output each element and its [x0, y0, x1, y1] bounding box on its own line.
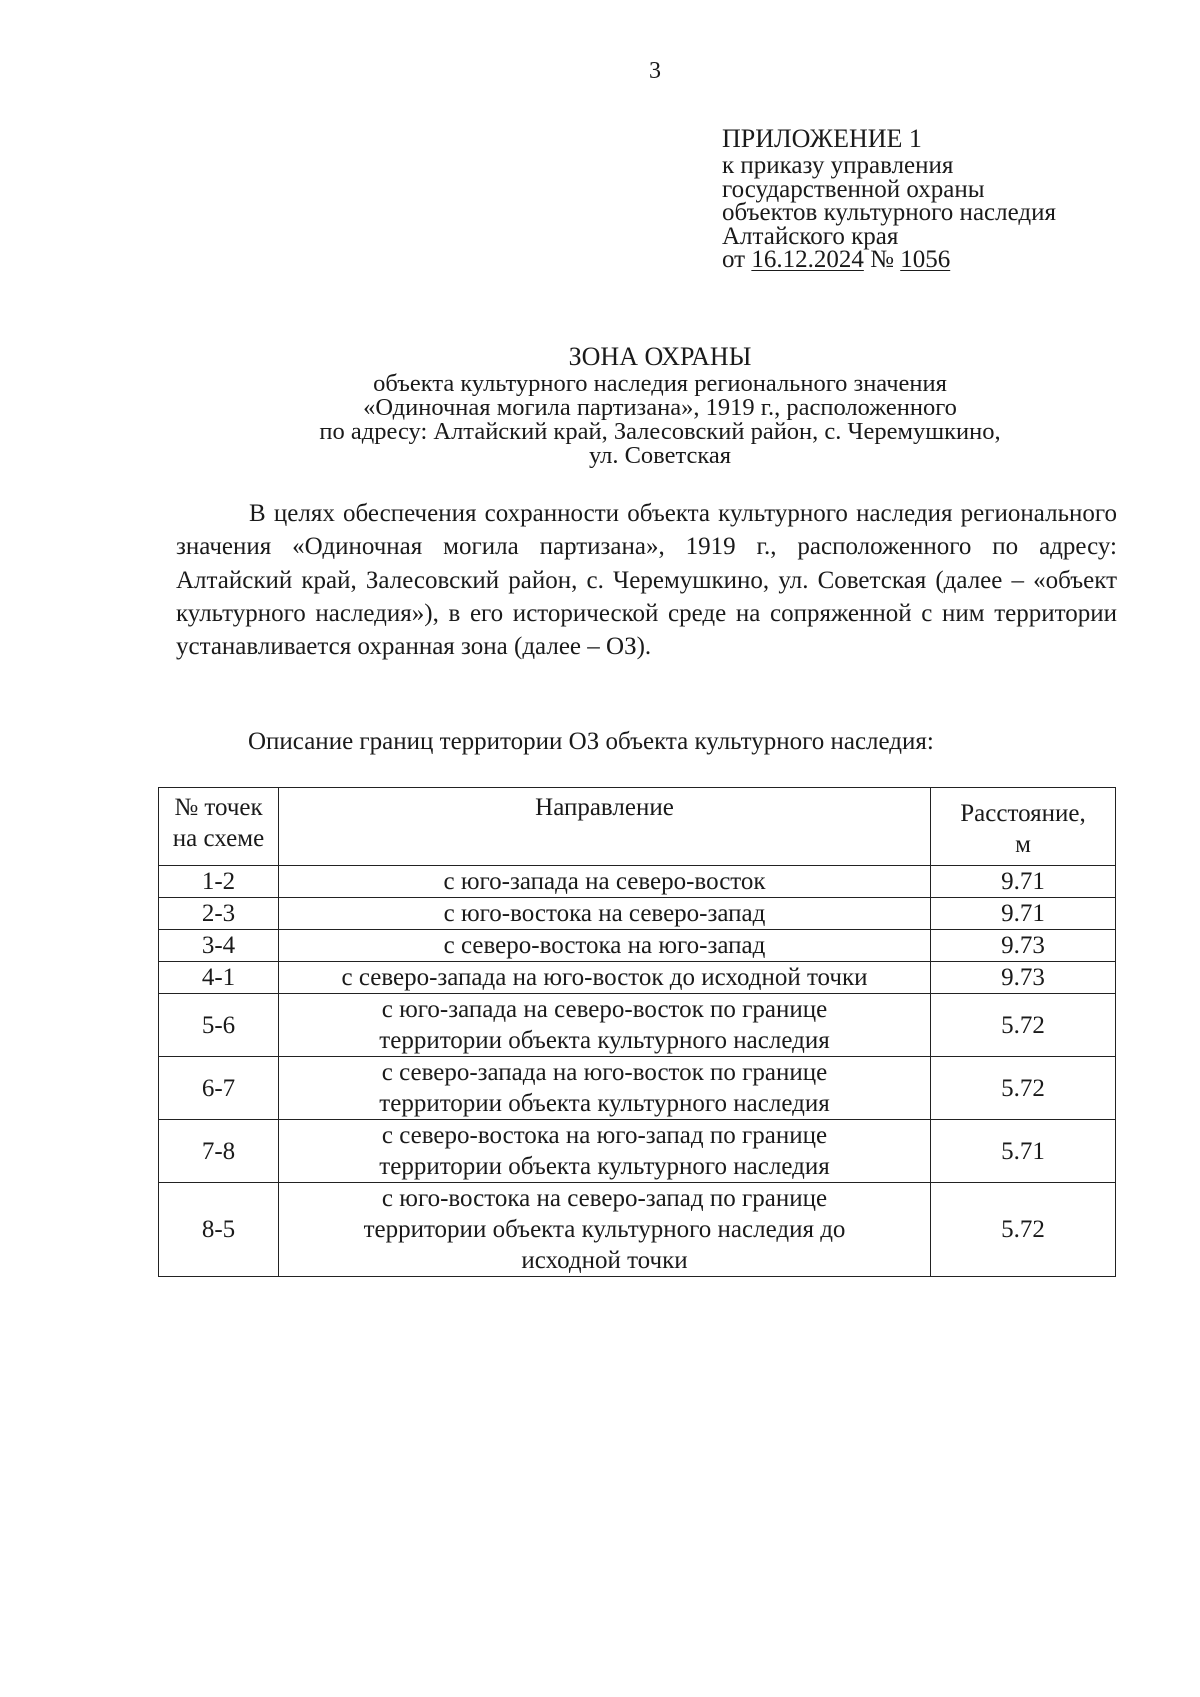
order-date: 16.12.2024: [751, 246, 864, 273]
appendix-order-line: [722, 248, 1056, 272]
boundary-table: [158, 787, 1116, 1277]
row-distance: 9.71: [931, 866, 1116, 898]
row-direction: с северо-запада на юго-восток по границе территории объекта культурного наследия: [279, 1057, 931, 1120]
heading-line-1: объекта культурного наследия регионального значения: [373, 370, 947, 397]
row-distance: 9.71: [931, 898, 1116, 930]
heading-line-2: «Одиночная могила партизана», 1919 г., расположенного: [363, 394, 957, 421]
order-number-prefix: №: [870, 246, 894, 273]
header-distance-line-2: м: [1015, 831, 1031, 858]
zone-heading: [255, 342, 1065, 468]
table-row: [159, 962, 1116, 994]
table-caption: Описание границ территории ОЗ объекта культурного наследия:: [248, 728, 934, 755]
row-points: 3-4: [159, 930, 279, 962]
row-points: 6-7: [159, 1057, 279, 1120]
row-direction: с северо-востока на юго-запад: [279, 930, 931, 962]
table-row: [159, 930, 1116, 962]
row-direction: с северо-востока на юго-запад по границе территории объекта культурного наследия: [279, 1120, 931, 1183]
table-row: [159, 1183, 1116, 1277]
header-points-line-1: № точек: [174, 794, 263, 821]
header-points-line-2: на схеме: [172, 825, 265, 852]
row-direction: с юго-запада на северо-восток: [279, 866, 931, 898]
appendix-line-4: Алтайского края: [722, 222, 899, 250]
table-row: [159, 1120, 1116, 1183]
row-direction: с юго-востока на северо-запад: [279, 898, 931, 930]
row-points: 2-3: [159, 898, 279, 930]
heading-line-3: по адресу: Алтайский край, Залесовский район, с. Черемушкино,: [319, 418, 1001, 445]
row-points: 5-6: [159, 994, 279, 1057]
heading-line-4: ул. Советская: [588, 442, 732, 469]
header-distance-line-1: Расстояние,: [960, 800, 1086, 827]
table-row: [159, 866, 1116, 898]
appendix-line-3: объектов культурного наследия: [722, 199, 1056, 226]
row-direction: с северо-запада на юго-восток до исходной точки: [279, 962, 931, 994]
appendix-block: [722, 124, 1056, 272]
body-paragraph: В целях обеспечения сохранности объекта культурного наследия регионального значения «Одиночная могила партизана», 1919 г., расположенного по адресу: Алтайский край, Залесовский район, с. Черемушкино, ул. Советская (далее – «объект культурного наследия»), в его исторической среде на сопряженной с ним территории устанавливается охранная зона (далее – ОЗ).: [176, 500, 1117, 661]
table-row: [159, 898, 1116, 930]
header-points: [159, 788, 279, 866]
row-distance: 5.71: [931, 1120, 1116, 1183]
header-distance: [931, 788, 1116, 866]
zone-title: ЗОНА ОХРАНЫ: [568, 342, 752, 371]
row-points: 8-5: [159, 1183, 279, 1277]
table-row: [159, 1057, 1116, 1120]
row-direction: с юго-запада на северо-восток по границе территории объекта культурного наследия: [279, 994, 931, 1057]
row-distance: 5.72: [931, 1057, 1116, 1120]
order-number: 1056: [900, 246, 951, 273]
table-header-row: [159, 788, 1116, 866]
row-points: 4-1: [159, 962, 279, 994]
appendix-title: ПРИЛОЖЕНИЕ 1: [722, 124, 922, 153]
appendix-line-1: к приказу управления: [722, 152, 954, 179]
page-number: 3: [649, 58, 661, 84]
row-points: 1-2: [159, 866, 279, 898]
row-distance: 9.73: [931, 930, 1116, 962]
row-distance: 5.72: [931, 1183, 1116, 1277]
row-distance: 9.73: [931, 962, 1116, 994]
appendix-line-2: государственной охраны: [722, 175, 985, 203]
row-points: 7-8: [159, 1120, 279, 1183]
table-row: [159, 994, 1116, 1057]
row-direction: с юго-востока на северо-запад по границе территории объекта культурного наследия до исходной точки: [279, 1183, 931, 1277]
order-date-prefix: от: [722, 246, 746, 273]
row-distance: 5.72: [931, 994, 1116, 1057]
header-direction: Направление: [279, 788, 931, 866]
